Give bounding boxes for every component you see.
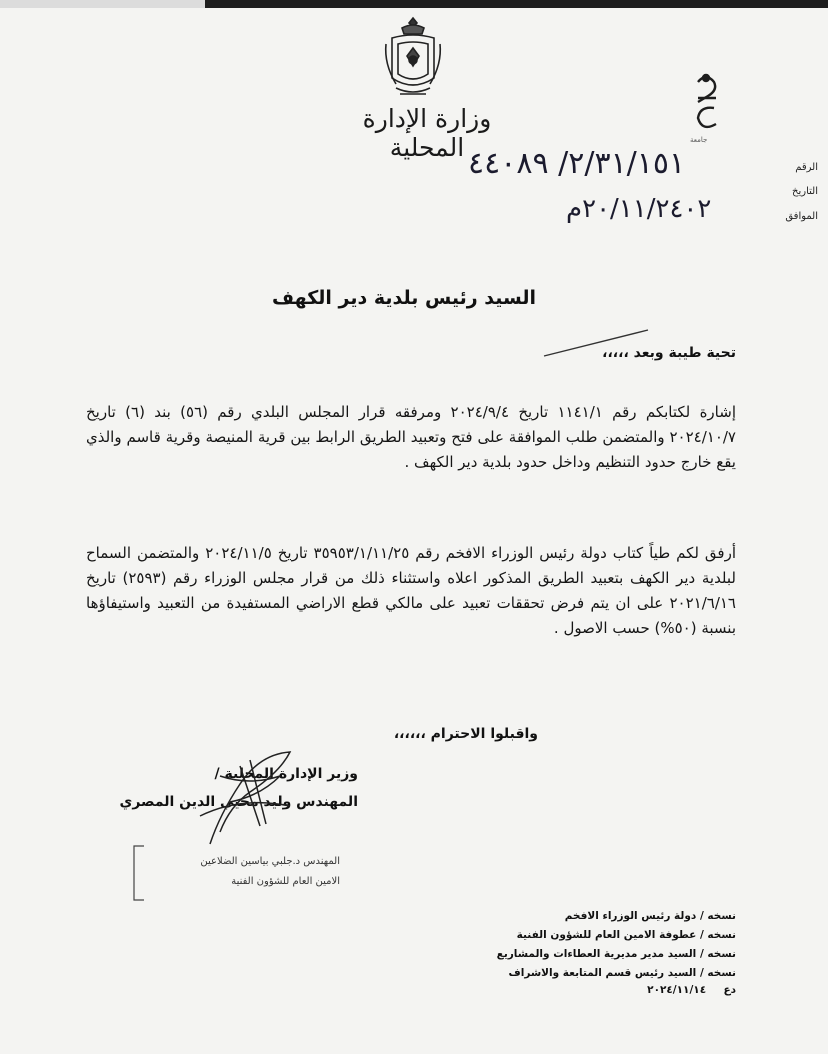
stamp-line-name: المهندس د.جلبي بياسين الضلاعين [200, 856, 340, 867]
top-edge [0, 0, 828, 8]
logo-caption: جامعة [690, 136, 708, 144]
reference-date: ٢٠/١١/٢٤٠٢م [566, 194, 712, 224]
reference-number: ٢/٣١/١٥١/ ٤٤٠٨٩ [468, 146, 686, 181]
ministry-name: وزارة الإدارة المحلية [362, 104, 492, 162]
stamp-bracket [130, 844, 146, 902]
footer-date: ٢٠٢٤/١١/١٤ [647, 984, 707, 996]
ministry-logo-icon [684, 68, 728, 142]
footer-initials: دع [723, 984, 736, 996]
paragraph-reference: إشارة لكتابكم رقم ١١٤١/١ تاريخ ٢٠٢٤/٩/٤ ومرفقه قرار المجلس البلدي رقم (٥٦) بند (٦) تاريخ ٢٠٢٤/١٠/٧ والمتضمن طلب الموافقة على فتح وتعبيد الطريق الرابط بين قرية المنيصة وقرية قاسم والذي يقع خارج حدود التنظيم وداخل حدود بلدية دير الكهف . [86, 403, 736, 471]
signatory-name: المهندس وليد محيي الدين المصري [119, 794, 358, 810]
corresponding-label: الموافق [785, 211, 818, 222]
letter-page [0, 8, 828, 1054]
greeting: تحية طيبة وبعد ،،،،، [602, 345, 736, 361]
stamp-line-title: الامين العام للشؤون الفنية [231, 876, 340, 887]
addressee: السيد رئيس بلدية دير الكهف [272, 287, 536, 309]
signatory-title: وزير الإدارة المحلية / [214, 766, 358, 782]
copy-line-3: نسخه / السيد مدير مديرية العطاءات والمشاريع [496, 948, 736, 960]
copy-line-4: نسخه / السيد رئيس قسم المتابعة والاشراف [508, 967, 736, 979]
copy-line-1: نسخه / دولة رئيس الوزراء الافخم [564, 910, 736, 922]
number-label: الرقم [795, 162, 818, 173]
footer-ref [647, 984, 736, 996]
closing-line: واقبلوا الاحترام ،،،،،، [393, 726, 538, 742]
paragraph-approval: أرفق لكم طياً كتاب دولة رئيس الوزراء الافخم رقم ٣٥٩٥٣/١/١١/٢٥ تاريخ ٢٠٢٤/١١/٥ والمتضمن السماح لبلدية دير الكهف بتعبيد الطريق المذكور اعلاه واستثناء ذلك من قرار مجلس الوزراء رقم (٢٥٩٣) تاريخ ٢٠٢١/٦/١٦ على ان يتم فرض تحققات تعبيد على مالكي قطع الاراضي المستفيدة من التعبيد واستيفاؤها بنسبة (٥٠%) حسب الاصول . [86, 544, 737, 637]
copy-line-2: نسخه / عطوفة الامين العام للشؤون الفنية [516, 929, 736, 941]
handwritten-signature [180, 746, 320, 850]
date-label: التاريخ [792, 186, 818, 197]
coat-of-arms-icon [382, 14, 444, 102]
